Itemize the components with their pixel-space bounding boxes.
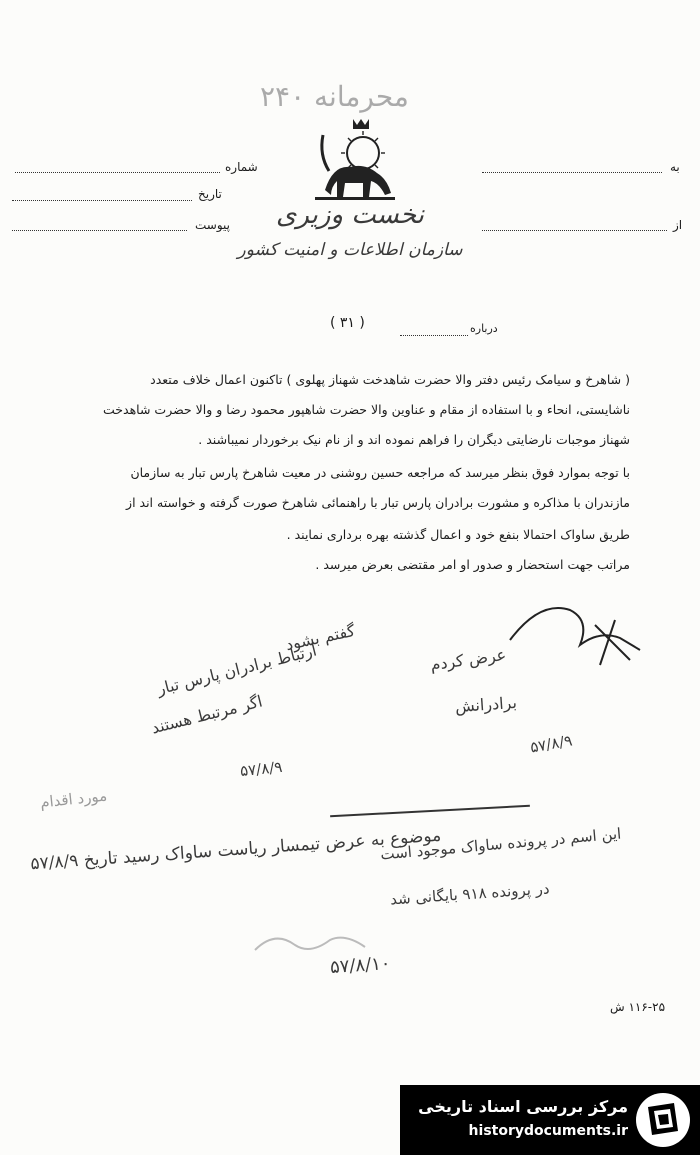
- annotation: در پرونده ۹۱۸ بایگانی شد: [389, 879, 551, 909]
- to-label: به: [670, 160, 680, 174]
- number-label: شماره: [225, 160, 258, 174]
- body-line: با توجه بموارد فوق بنظر میرسد که مراجعه حسین روشنی در معیت شاهرخ پارس تبار به سازمان: [130, 465, 630, 480]
- prime-ministry-title: نخست وزیری: [275, 200, 425, 230]
- lion-and-sun-emblem: [305, 115, 405, 205]
- body-line: طریق ساواک احتمالا بنفع خود و اعمال گذشته بهره برداری نمایند .: [286, 527, 630, 542]
- subject-number: ( ۳۱ ): [330, 315, 365, 331]
- archive-name: مرکز بررسی اسناد تاریخی: [418, 1097, 628, 1116]
- annotation: ارتباط برادران پارس تبار: [155, 640, 319, 699]
- signature-scribble: [500, 590, 650, 670]
- annotation: این اسم در پرونده ساواک موجود است: [379, 824, 622, 864]
- annotation: اگر مرتبط هستند: [149, 691, 265, 738]
- number-dotted-line: [15, 172, 220, 173]
- body-line: ناشایستی، انحاء و با استفاده از مقام و عناوین والا حضرت شاهپور محمود رضا و والا حضرت شاهدخت: [103, 402, 630, 417]
- subject-dotted-line: [400, 335, 468, 336]
- subject-label: درباره: [470, 322, 498, 335]
- from-dotted-line: [482, 230, 667, 231]
- annotation-date: ۵۷/۸/۱۰: [329, 952, 392, 979]
- strike-line: [330, 805, 530, 817]
- top-scrawl: ۲۴۰ محرمانه: [260, 80, 409, 113]
- annotation-date: ۵۷/۸/۹: [528, 731, 574, 757]
- annotation: برادرانش: [454, 692, 518, 717]
- annotation-date: ۵۷/۸/۹: [239, 757, 284, 781]
- annotation: گفتم بشود: [283, 620, 357, 655]
- body-line: ( شاهرخ و سیامک رئیس دفتر والا حضرت شاهدخت شهناز پهلوی ) تاکنون اعمال خلاف متعدد: [150, 372, 630, 387]
- to-dotted-line: [482, 172, 662, 173]
- attachment-dotted-line: [12, 230, 187, 231]
- annotation: موضوع به عرض تیمسار ریاست ساواک رسید تاریخ ۵۷/۸/۹: [29, 825, 442, 875]
- savak-org-title: سازمان اطلاعات و امنیت کشور: [237, 240, 463, 260]
- form-code: ۱۱۶-۲۵ ش: [610, 1000, 666, 1014]
- archive-url: historydocuments.ir: [468, 1123, 628, 1139]
- date-label: تاریخ: [198, 187, 222, 201]
- body-line: شهناز موجبات نارضایتی دیگران را فراهم نموده اند و از نام نیک برخوردار نمیباشند .: [198, 432, 630, 447]
- annotation-faded: مورد اقدام: [39, 786, 108, 812]
- attachment-label: پیوست: [195, 218, 230, 232]
- date-dotted-line: [12, 200, 192, 201]
- archive-footer: [400, 1085, 700, 1155]
- body-line: مازندران با مذاکره و مشورت برادران پارس تبار با راهنمائی شاهرخ صورت گرفته و خواسته اند از: [126, 495, 630, 510]
- archive-logo-icon: [634, 1091, 692, 1149]
- from-label: از: [673, 218, 683, 232]
- body-line: مراتب جهت استحضار و صدور او امر مقتضی بعرض میرسد .: [315, 557, 630, 572]
- annotation: عرض کردم: [429, 644, 508, 675]
